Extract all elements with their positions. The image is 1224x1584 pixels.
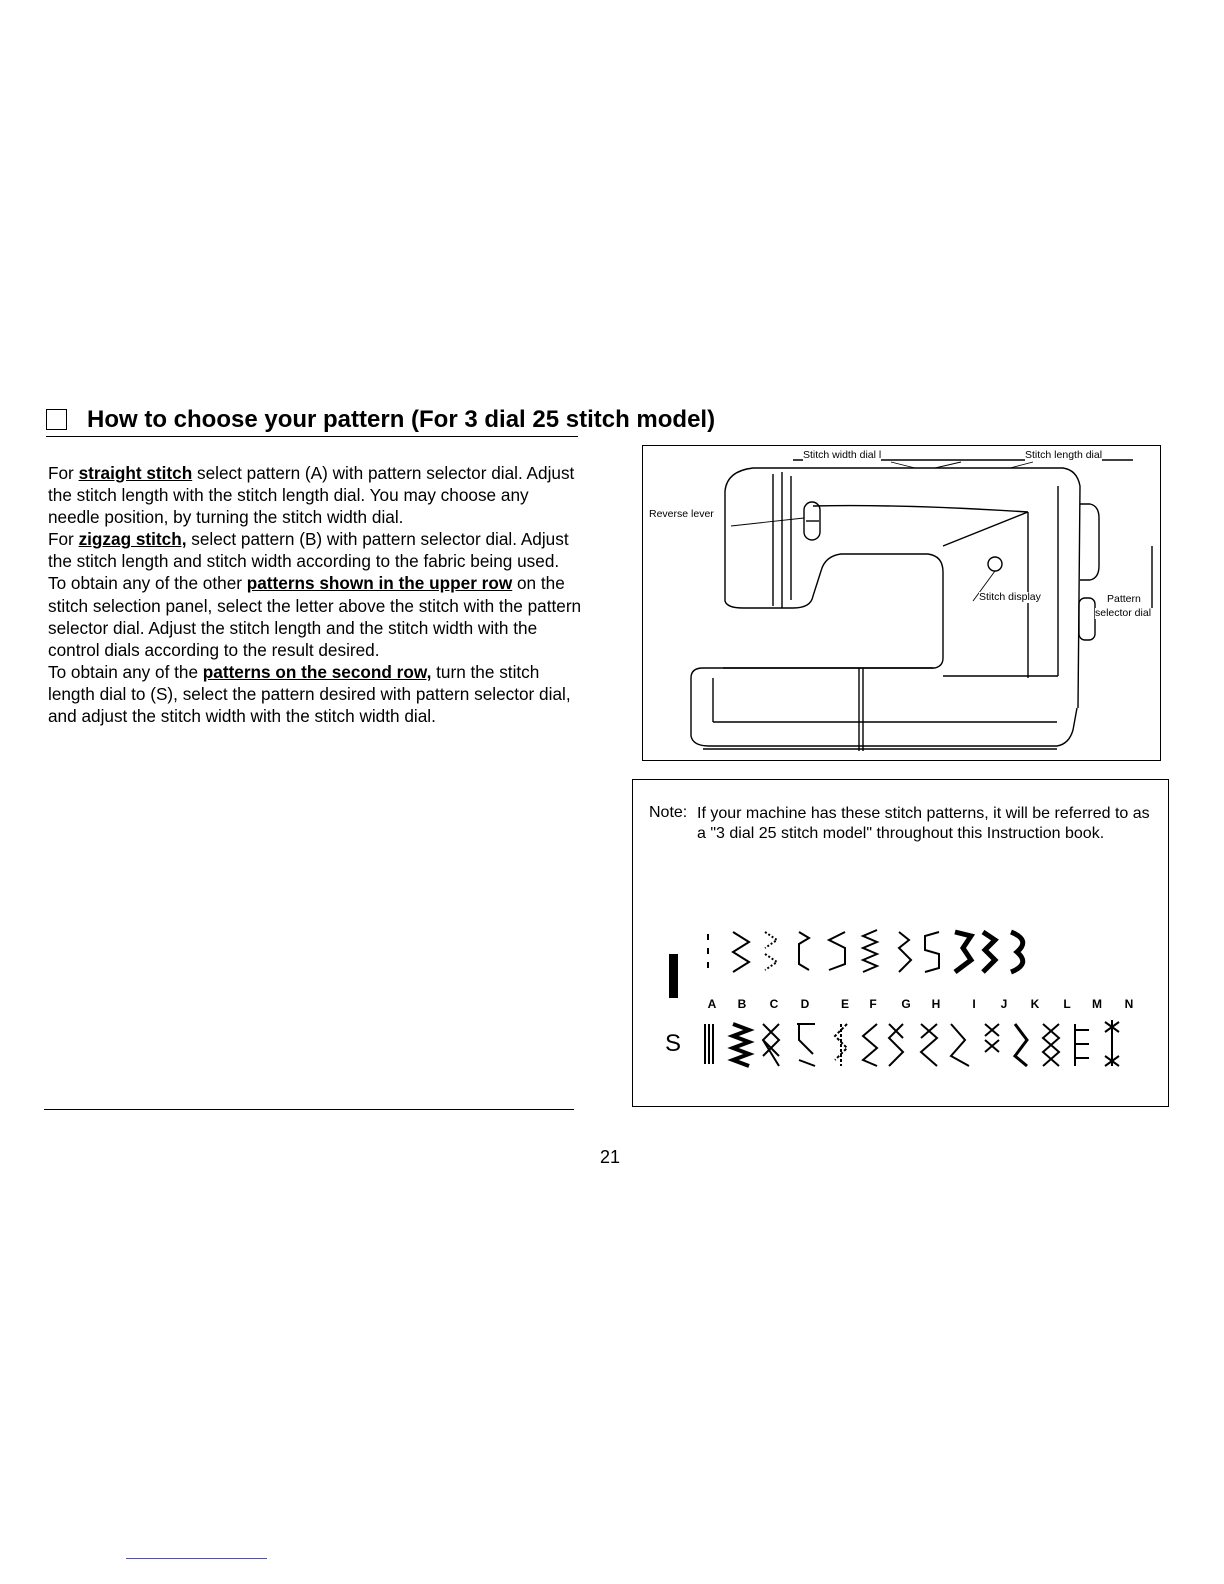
section-heading [46, 406, 716, 437]
pattern-letter: M [1092, 997, 1102, 1011]
second-row-s-label: S [665, 1030, 682, 1057]
paragraph-second-row: To obtain any of the patterns on the second row, turn the stitch length dial to (S), select the pattern desired with pattern selector dial, and adjust the stitch width with the stitch width dial. [48, 661, 571, 727]
pattern-letter: I [972, 997, 976, 1011]
sewing-machine-drawing [643, 446, 1161, 761]
pattern-letter: H [931, 997, 941, 1011]
stitch-pattern-panel [633, 920, 1166, 1090]
pattern-letter: G [901, 997, 911, 1011]
page-number: 21 [600, 1147, 621, 1167]
pattern-letter: E [840, 997, 849, 1011]
upper-row-term: patterns shown in the upper row [246, 573, 513, 594]
note-text: If your machine has these stitch patterns, it will be referred to as a "3 dial 25 stitch model" throughout this Instruction book. [697, 805, 1150, 842]
pattern-letter: D [800, 997, 810, 1011]
pattern-letter: J [1000, 997, 1008, 1011]
pattern-letter: B [737, 997, 747, 1011]
pattern-selector-label-line2: selector dial [1095, 607, 1152, 619]
pattern-letter: L [1063, 997, 1071, 1011]
checkbox-square-icon [46, 409, 67, 430]
straight-stitch-term: straight stitch [78, 463, 193, 483]
note-label: Note: [649, 804, 688, 821]
stitch-length-dial-label: Stitch length dial [1025, 449, 1103, 461]
pattern-letter: F [869, 997, 877, 1011]
second-row-term: patterns on the second row, [202, 661, 432, 682]
bottom-rule [44, 1109, 574, 1110]
instructions-text [48, 462, 583, 727]
paragraph-upper-row: To obtain any of the other patterns shown in the upper row on the stitch selection panel, select the letter above the stitch with the pattern selector dial. Adjust the stitch length and the stitch width with the control dials according to the result desired. [48, 573, 582, 660]
zigzag-stitch-term: zigzag stitch, [78, 529, 187, 550]
pattern-letter: C [769, 997, 779, 1011]
footer-line [126, 1558, 267, 1559]
paragraph-zigzag-stitch: For zigzag stitch, select pattern (B) with pattern selector dial. Adjust the stitch length and stitch width according to the fabric being used. [48, 529, 569, 572]
note-box [632, 779, 1169, 1107]
reverse-lever-label: Reverse lever [649, 508, 714, 520]
pattern-letter: A [707, 997, 717, 1011]
paragraph-straight-stitch: For straight stitch select pattern (A) with pattern selector dial. Adjust the stitch length with the stitch length dial. You may choose any needle position, by turning the stitch width dial. [48, 463, 575, 528]
stitch-display-label: Stitch display [979, 591, 1041, 603]
pattern-letter: K [1030, 997, 1040, 1011]
pattern-letter: N [1124, 997, 1134, 1011]
stitch-width-dial-label: Stitch width dial l [803, 449, 882, 461]
pattern-selector-label-line1: Pattern [1107, 593, 1141, 605]
heading-title: How to choose your pattern (For 3 dial 25 stitch model) [87, 406, 716, 433]
sewing-machine-figure [642, 445, 1161, 761]
